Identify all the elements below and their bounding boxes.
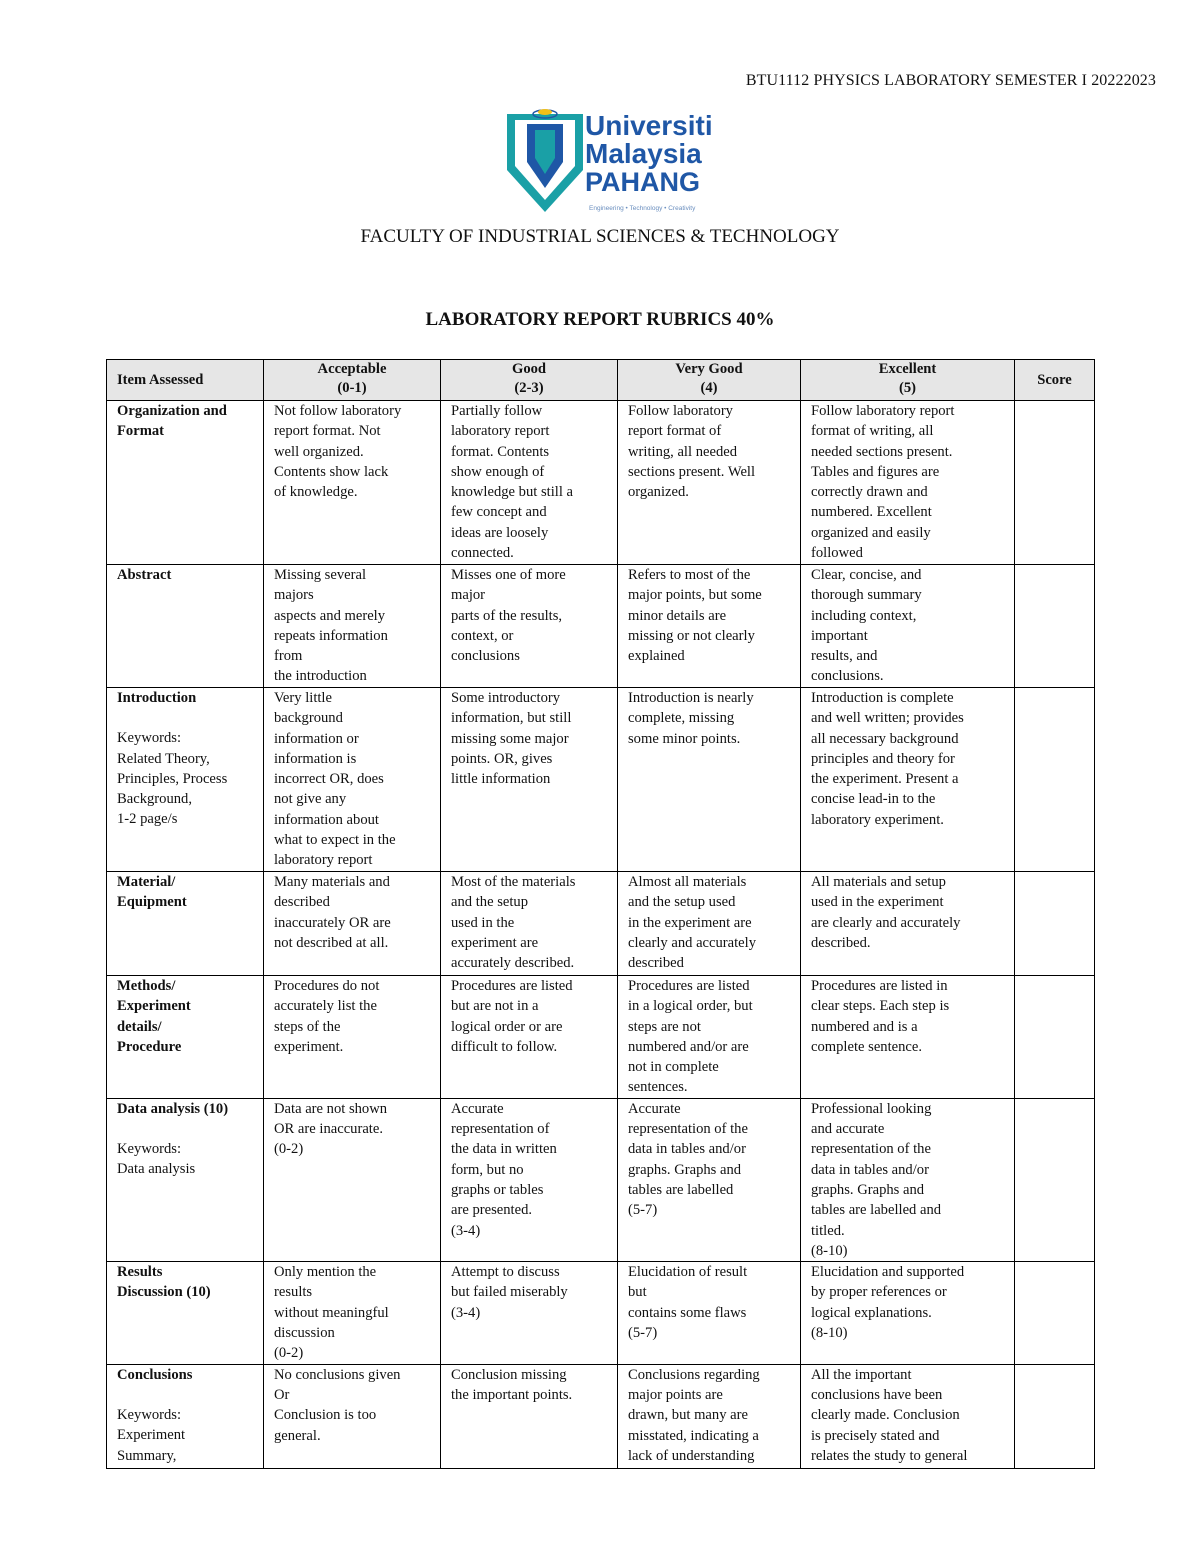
very-good-cell: Refers to most of the major points, but some minor details are missing or not clearly explained [618, 565, 801, 688]
item-keywords: Keywords: Related Theory, Principles, Process Background, 1-2 page/s [117, 730, 228, 828]
very-good-cell: Follow laboratory report format of writing, all needed sections present. Well organized. [618, 401, 801, 565]
logo-tagline: Engineering • Technology • Creativity [589, 205, 696, 212]
table-row [107, 1098, 1095, 1261]
excellent-cell: Procedures are listed in clear steps. Each step is numbered and is a complete sentence. [801, 976, 1015, 1099]
good-cell: Some introductory information, but still missing some major points. OR, gives little information [441, 688, 618, 872]
very-good-cell: Accurate representation of the data in tables and/or graphs. Graphs and tables are labelled (5-7) [618, 1098, 801, 1261]
header-acceptable-range: (0-1) [337, 380, 367, 396]
item-title: Data analysis (10) [117, 1100, 229, 1117]
item-cell [107, 1364, 264, 1468]
logo-line-3: PAHANG [585, 167, 701, 197]
score-cell [1015, 976, 1095, 1099]
header-very-good-range: (4) [700, 380, 718, 396]
very-good-cell: Conclusions regarding major points are drawn, but many are misstated, indicating a lack of understanding [618, 1364, 801, 1468]
header-good-label: Good [511, 361, 547, 377]
item-title: Methods/ Experiment details/ Procedure [117, 978, 191, 1055]
header-excellent-range: (5) [898, 380, 917, 396]
item-cell [107, 976, 264, 1099]
good-cell: Accurate representation of the data in written form, but no graphs or tables are presented. (3-4) [441, 1098, 618, 1261]
item-title: Material/ Equipment [117, 874, 187, 911]
header-acceptable [264, 360, 441, 401]
header-acceptable-label: Acceptable [317, 361, 387, 377]
excellent-cell: Clear, concise, and thorough summary including context, important results, and conclusions. [801, 565, 1015, 688]
header-item-assessed: Item Assessed [107, 360, 264, 401]
item-title: Results Discussion (10) [117, 1264, 211, 1301]
item-title: Introduction [117, 690, 197, 706]
excellent-cell: Elucidation and supported by proper references or logical explanations. (8-10) [801, 1262, 1015, 1364]
score-cell [1015, 872, 1095, 976]
score-cell [1015, 688, 1095, 872]
table-row [107, 1262, 1095, 1364]
acceptable-cell: Very little background information or information is incorrect OR, does not give any information about what to expect in the laboratory report [264, 688, 441, 872]
item-cell [107, 401, 264, 565]
excellent-cell: Follow laboratory report format of writing, all needed sections present. Tables and figures are correctly drawn and numbered. Excellent organized and easily followed [801, 401, 1015, 565]
logo-line-1: Universiti [585, 110, 713, 141]
very-good-cell: Elucidation of result but contains some flaws (5-7) [618, 1262, 801, 1364]
table-row [107, 565, 1095, 688]
very-good-cell: Procedures are listed in a logical order, but steps are not numbered and/or are not in complete sentences. [618, 976, 801, 1099]
good-cell: Conclusion missing the important points. [441, 1364, 618, 1468]
good-cell: Partially follow laboratory report format. Contents show enough of knowledge but still a few concept and ideas are loosely connected. [441, 401, 618, 565]
header-very-good-label: Very Good [675, 361, 743, 377]
good-cell: Misses one of more major parts of the results, context, or conclusions [441, 565, 618, 688]
excellent-cell: All the important conclusions have been clearly made. Conclusion is precisely stated and relates the study to general [801, 1364, 1015, 1468]
table-header-row [107, 360, 1095, 401]
good-cell: Most of the materials and the setup used in the experiment are accurately described. [441, 872, 618, 976]
good-cell: Attempt to discuss but failed miserably (3-4) [441, 1262, 618, 1364]
university-logo [505, 104, 720, 216]
score-cell [1015, 565, 1095, 688]
acceptable-cell: No conclusions given Or Conclusion is too general. [264, 1364, 441, 1468]
item-cell [107, 565, 264, 688]
item-cell [107, 1262, 264, 1364]
table-row [107, 872, 1095, 976]
item-cell [107, 688, 264, 872]
excellent-cell: Professional looking and accurate representation of the data in tables and/or graphs. Graphs and tables are labelled and titled. (8-10) [801, 1098, 1015, 1261]
acceptable-cell: Missing several majors aspects and merely repeats information from the introduction [264, 565, 441, 688]
acceptable-cell: Data are not shown OR are inaccurate. (0-2) [264, 1098, 441, 1261]
item-keywords: Keywords: Experiment Summary, [117, 1406, 186, 1464]
item-cell [107, 872, 264, 976]
item-title: Abstract [117, 567, 172, 583]
very-good-cell: Introduction is nearly complete, missing some minor points. [618, 688, 801, 872]
score-cell [1015, 1262, 1095, 1364]
item-keywords: Keywords: Data analysis [117, 1141, 196, 1178]
excellent-cell: All materials and setup used in the experiment are clearly and accurately described. [801, 872, 1015, 976]
logo-line-2: Malaysia [585, 138, 702, 169]
header-excellent [801, 360, 1015, 401]
logo-emblem-icon [505, 104, 585, 216]
score-cell [1015, 401, 1095, 565]
table-row [107, 1364, 1095, 1468]
course-header: BTU1112 PHYSICS LABORATORY SEMESTER I 20222023 [745, 72, 1156, 89]
page-title: LABORATORY REPORT RUBRICS 40% [425, 309, 775, 330]
item-title: Conclusions [117, 1366, 193, 1383]
header-excellent-label: Excellent [878, 361, 937, 377]
table-row [107, 976, 1095, 1099]
acceptable-cell: Procedures do not accurately list the steps of the experiment. [264, 976, 441, 1099]
faculty-name: FACULTY OF INDUSTRIAL SCIENCES & TECHNOLOGY [360, 226, 840, 247]
table-row [107, 688, 1095, 872]
excellent-cell: Introduction is complete and well written; provides all necessary background principles and theory for the experiment. Present a concise lead-in to the laboratory experiment. [801, 688, 1015, 872]
header-very-good [618, 360, 801, 401]
header-good [441, 360, 618, 401]
item-title: Organization and Format [117, 403, 227, 440]
item-cell [107, 1098, 264, 1261]
acceptable-cell: Not follow laboratory report format. Not well organized. Contents show lack of knowledge. [264, 401, 441, 565]
score-cell [1015, 1098, 1095, 1261]
acceptable-cell: Many materials and described inaccurately OR are not described at all. [264, 872, 441, 976]
rubric-table [106, 359, 1095, 1469]
score-cell [1015, 1364, 1095, 1468]
header-score: Score [1015, 360, 1095, 401]
acceptable-cell: Only mention the results without meaningful discussion (0-2) [264, 1262, 441, 1364]
very-good-cell: Almost all materials and the setup used in the experiment are clearly and accurately described [618, 872, 801, 976]
good-cell: Procedures are listed but are not in a logical order or are difficult to follow. [441, 976, 618, 1099]
table-row [107, 401, 1095, 565]
header-good-range: (2-3) [514, 380, 544, 396]
